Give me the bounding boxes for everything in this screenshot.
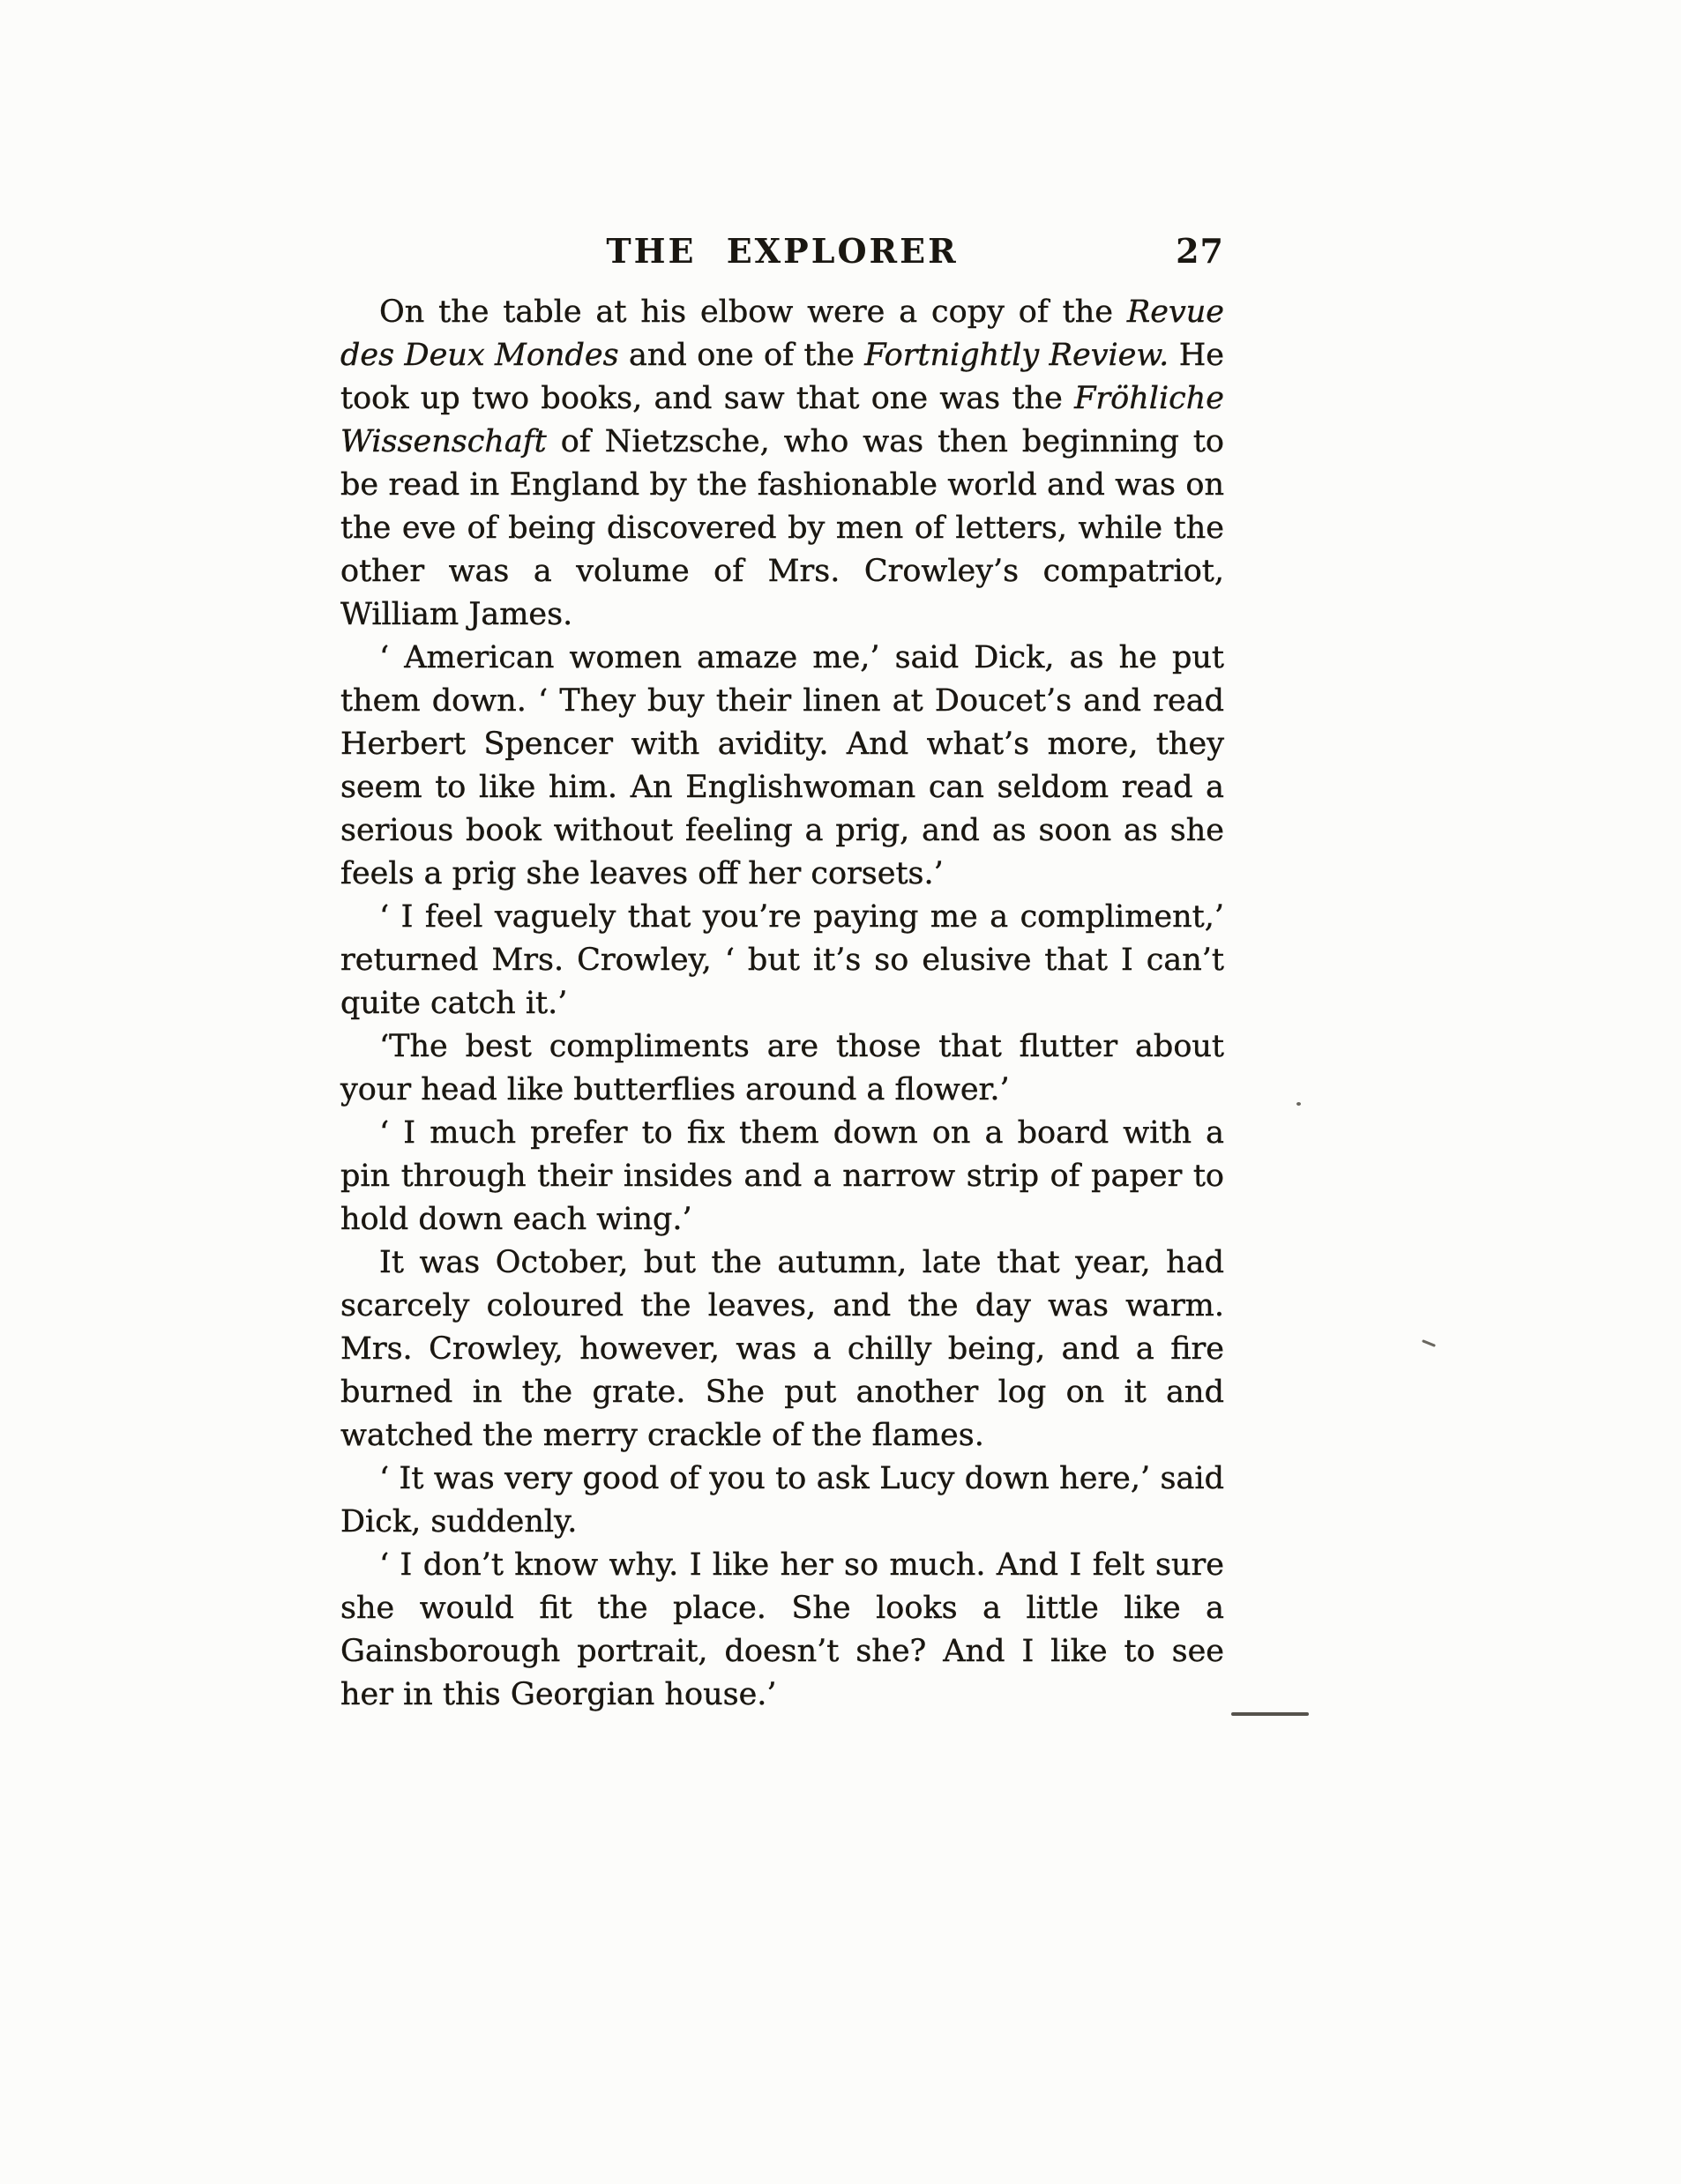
paragraph [340,1112,1224,1241]
italic-text-run: Fortnightly Review. [864,338,1169,373]
italic-text-run: Fröhliche Wissenschaft [340,381,1224,459]
page-content [340,231,1224,1717]
text-run: ‘ I feel vaguely that you’re paying me a compliment,’ returned Mrs. Crowley, ‘ but it’s so elusive that I can’t quite catch it.’ [340,899,1224,1021]
text-run: ‘ American women amaze me,’ said Dick, as he put them down. ‘ They buy their linen at Doucet’s and read Herbert Spencer with avidity. And what’s more, they seem to like him. An Englishwoman can seldom read a serious book without feeling a prig, and as soon as she feels a prig she leaves off her corsets.’ [340,640,1224,891]
scan-speck-dot [1296,1102,1301,1106]
scan-speck-slash [1422,1339,1436,1347]
paragraph [340,1241,1224,1457]
text-run: ‘ It was very good of you to ask Lucy down here,’ said Dick, suddenly. [340,1461,1224,1539]
paragraph [340,896,1224,1025]
text-run: ‘ I don’t know why. I like her so much. And I felt sure she would fit the place. She looks a little like a Gainsborough portrait, doesn’t she? And I like to see her in this Georgian house.’ [340,1547,1224,1712]
paragraph [340,1457,1224,1544]
text-run: of Nietzsche, who was then beginning to be read in England by the fashionable world and was on the eve of being discovered by men of letters, while the other was a volume of Mrs. Crowley’s compatriot, William James. [340,424,1224,632]
text-run: He took up two books, and saw that one was the [340,338,1224,416]
paragraph [340,291,1224,637]
paragraph [340,637,1224,896]
running-title: THE EXPLORER [606,231,959,271]
text-run: and one of the [618,338,865,373]
text-run: It was October, but the autumn, late that year, had scarcely coloured the leaves, and the day was warm. Mrs. Crowley, however, was a chilly being, and a fire burned in the grate. She put another log on it and watched the merry crackle of the flames. [340,1245,1224,1453]
italic-text-run: Revue des Deux Mondes [340,294,1224,373]
text-run: ‘ I much prefer to fix them down on a board with a pin through their insides and a narrow strip of paper to hold down each wing.’ [340,1115,1224,1237]
running-header [340,231,1224,272]
body-text [340,291,1224,1717]
page-number: 27 [1176,231,1224,271]
scan-dash-mark [1231,1712,1309,1716]
paragraph [340,1025,1224,1112]
text-run: ‘The best compliments are those that flutter about your head like butterflies around a flower.’ [340,1029,1224,1107]
paragraph [340,1544,1224,1717]
text-run: On the table at his elbow were a copy of the [379,294,1127,330]
